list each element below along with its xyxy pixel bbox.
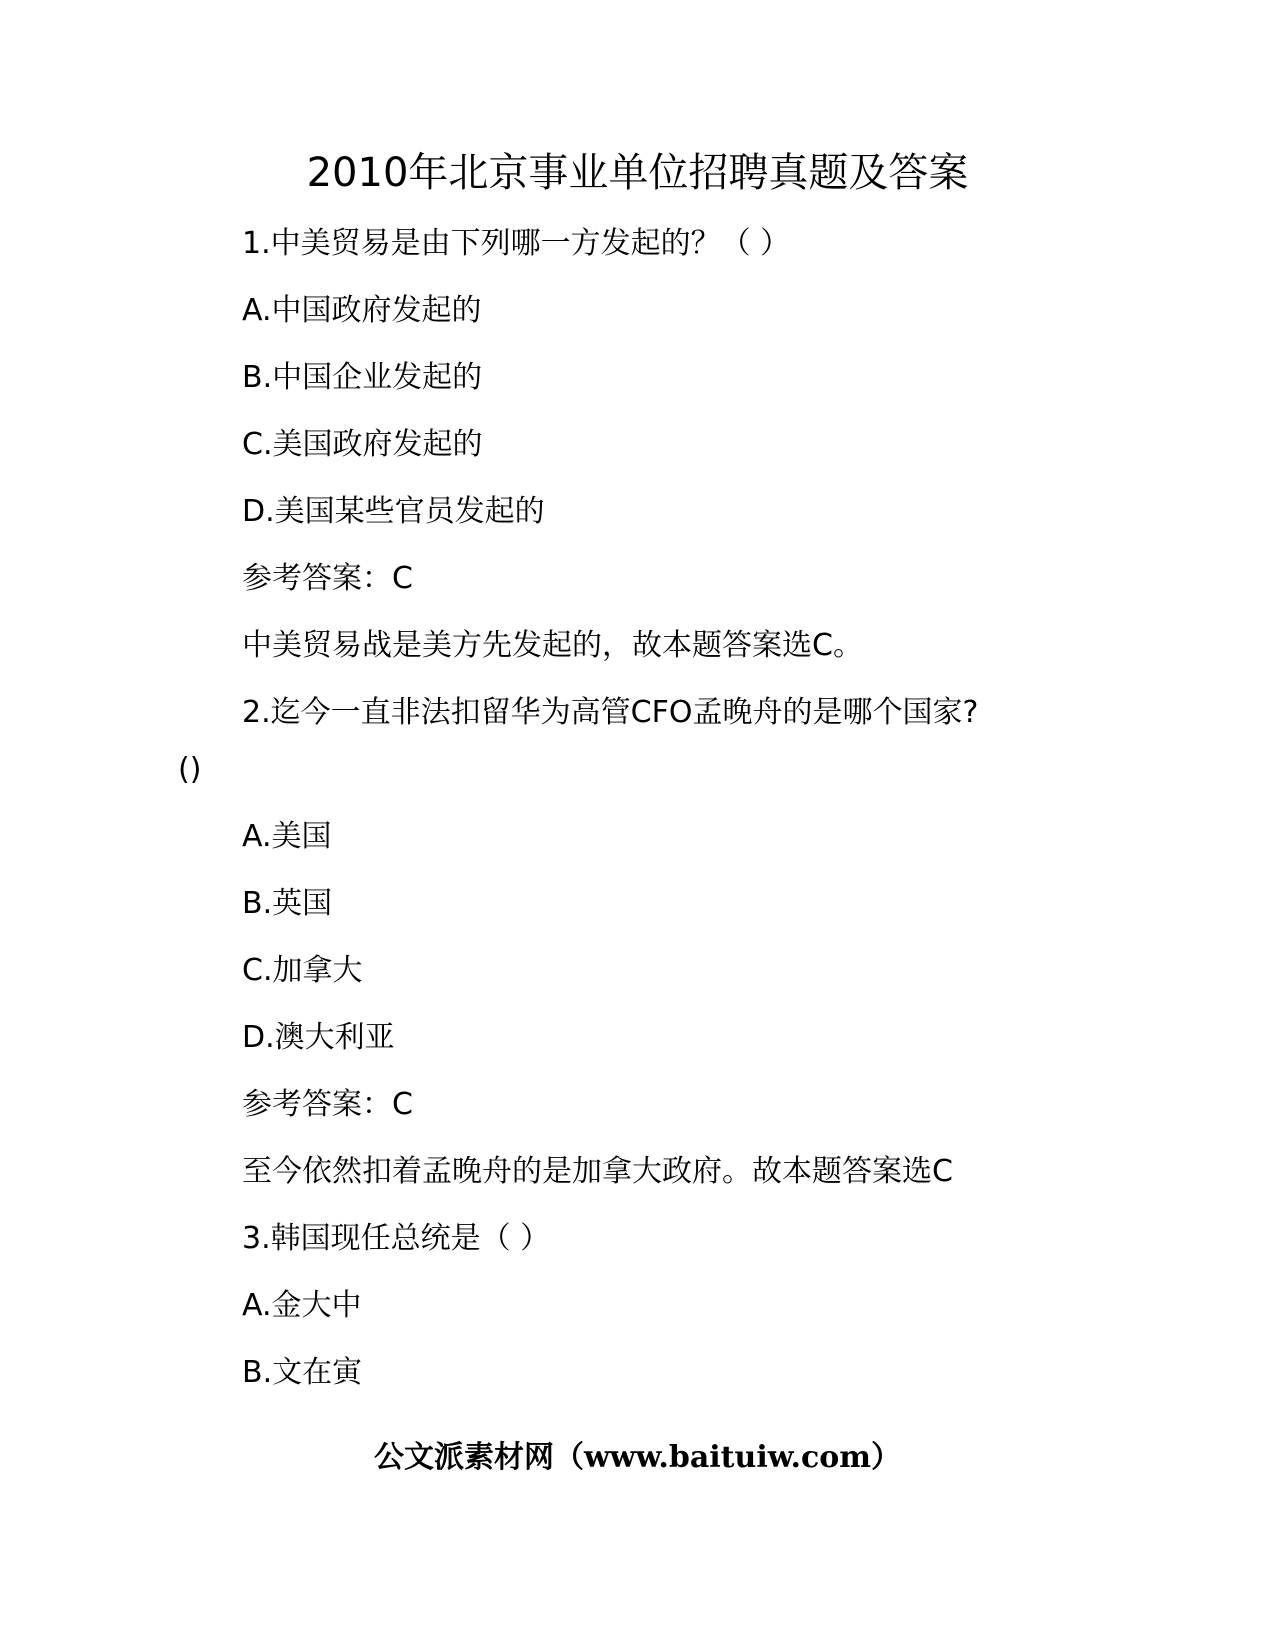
- question-1-option-d: D.美国某些官员发起的: [242, 494, 545, 529]
- question-3-option-a: A.金大中: [242, 1288, 362, 1323]
- question-1-option-b: B.中国企业发起的: [242, 360, 483, 395]
- question-2-answer: 参考答案：C: [242, 1087, 413, 1122]
- question-2-option-c: C.加拿大: [242, 953, 363, 988]
- question-1-text: 1.中美贸易是由下列哪一方发起的？（ ）: [242, 226, 791, 261]
- question-1-explanation: 中美贸易战是美方先发起的，故本题答案选C。: [242, 628, 863, 663]
- question-3-option-b: B.文在寅: [242, 1355, 363, 1390]
- question-2-option-b: B.英国: [242, 886, 333, 921]
- question-1-option-a: A.中国政府发起的: [242, 293, 482, 328]
- question-2-option-a: A.美国: [242, 819, 332, 854]
- document-title: 2010年北京事业单位招聘真题及答案: [306, 150, 969, 196]
- question-2-text-continued: (): [178, 752, 202, 787]
- page-footer: 公文派素材网（www.baituiw.com）: [373, 1440, 902, 1475]
- question-1-answer: 参考答案：C: [242, 561, 413, 596]
- question-2-text: 2.迄今一直非法扣留华为高管CFO孟晚舟的是哪个国家?: [242, 695, 979, 730]
- question-1-option-c: C.美国政府发起的: [242, 427, 483, 462]
- question-2-explanation: 至今依然扣着孟晚舟的是加拿大政府。故本题答案选C: [242, 1154, 953, 1189]
- question-3-text: 3.韩国现任总统是（ ）: [242, 1221, 551, 1256]
- question-2-option-d: D.澳大利亚: [242, 1020, 395, 1055]
